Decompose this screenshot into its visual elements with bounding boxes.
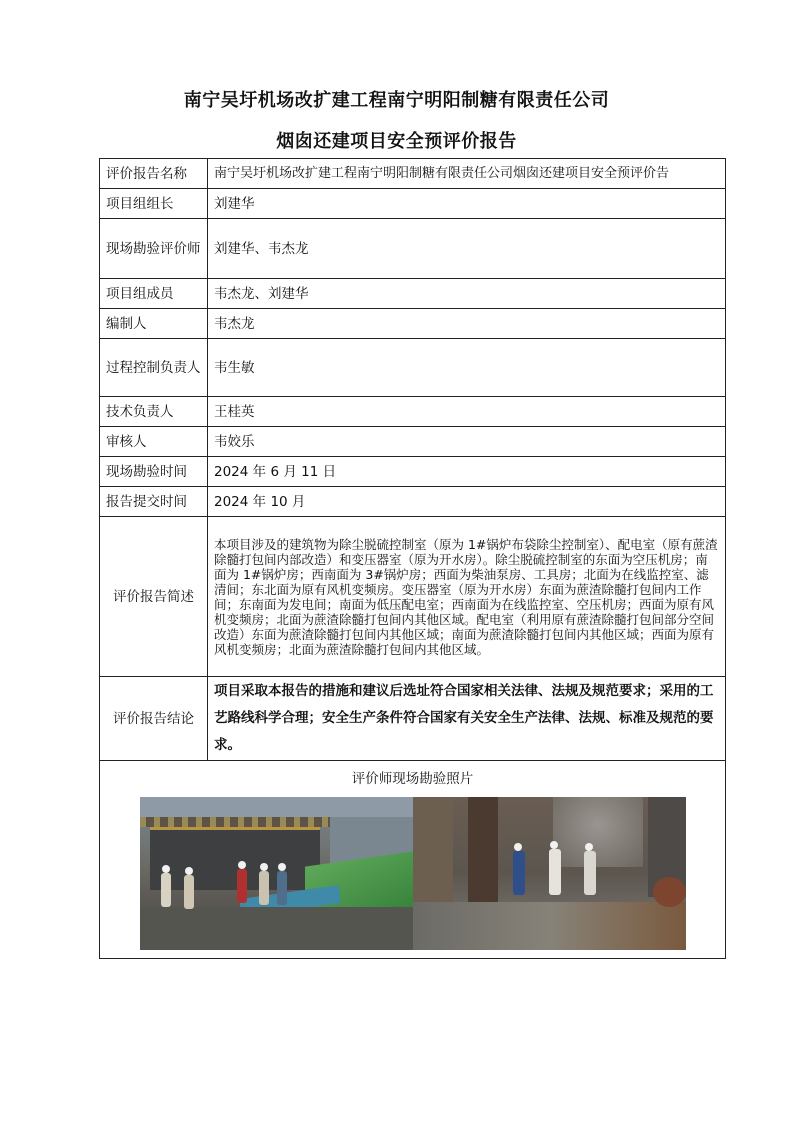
row-label: 技术负责人 <box>100 397 208 427</box>
document-title-line2: 烟囱还建项目安全预评价报告 <box>276 131 517 152</box>
row-label: 现场勘验评价师 <box>100 219 208 279</box>
site-photo-left <box>140 797 413 950</box>
table-row <box>100 457 726 487</box>
table-row <box>100 189 726 219</box>
table-row <box>100 159 726 189</box>
table-row <box>100 487 726 517</box>
conclusion-label: 评价报告结论 <box>100 677 208 761</box>
conclusion-text: 项目采取本报告的措施和建议后选址符合国家相关法律、法规及规范要求；采用的工艺路线科学合理；安全生产条件符合国家有关安全生产法律、法规、标准及规范的要求。 <box>208 677 726 761</box>
document-title-line1: 南宁吴圩机场改扩建工程南宁明阳制糖有限责任公司 <box>183 90 610 111</box>
row-label: 评价报告名称 <box>100 159 208 189</box>
row-value: 2024 年 10 月 <box>208 487 726 517</box>
summary-label: 评价报告简述 <box>100 517 208 677</box>
row-label: 现场勘验时间 <box>100 457 208 487</box>
row-value: 王桂英 <box>208 397 726 427</box>
summary-text: 本项目涉及的建筑物为除尘脱硫控制室（原为 1#锅炉布袋除尘控制室）、配电室（原有蔗渣除髓打包间内部改造）和变压器室（原为开水房）。除尘脱硫控制室的东面为空压机房；南面为 1#锅炉房；西南面为 3#锅炉房；西面为柴油泵房、工具房；北面为在线监控室、滤清间；东北面为原有风机变频房。变压器室（原为开水房）东面为蔗渣除髓打包间内工作间；东南面为发电间；南面为低压配电室；西南面为在线监控室、空压机房；西面为原有风机变频房；北面为蔗渣除髓打包间内其他区域。配电室（利用原有蔗渣除髓打包间部分空间改造）东面为蔗渣除髓打包间内其他区域；南面为蔗渣除髓打包间内其他区域；西面为原有风机变频房；北面为蔗渣除髓打包间内其他区域。 <box>208 517 726 677</box>
summary-row <box>100 517 726 677</box>
table-row <box>100 279 726 309</box>
row-label: 审核人 <box>100 427 208 457</box>
row-label: 过程控制负责人 <box>100 339 208 397</box>
row-value: 韦姣乐 <box>208 427 726 457</box>
photo-caption: 评价师现场勘验照片 <box>351 771 474 787</box>
table-row <box>100 219 726 279</box>
photo-row <box>100 761 726 959</box>
table-row <box>100 309 726 339</box>
photo-strip <box>100 797 725 950</box>
table-row <box>100 339 726 397</box>
row-label: 项目组成员 <box>100 279 208 309</box>
row-label: 项目组组长 <box>100 189 208 219</box>
conclusion-row <box>100 677 726 761</box>
row-value: 2024 年 6 月 11 日 <box>208 457 726 487</box>
row-value: 南宁吴圩机场改扩建工程南宁明阳制糖有限责任公司烟囱还建项目安全预评价告 <box>208 159 726 189</box>
photo-cell <box>100 761 726 959</box>
row-label: 编制人 <box>100 309 208 339</box>
row-value: 韦杰龙 <box>208 309 726 339</box>
table-row <box>100 397 726 427</box>
site-photo-right <box>413 797 686 950</box>
row-value: 刘建华、韦杰龙 <box>208 219 726 279</box>
row-value: 刘建华 <box>208 189 726 219</box>
table-row <box>100 427 726 457</box>
row-value: 韦杰龙、刘建华 <box>208 279 726 309</box>
row-value: 韦生敏 <box>208 339 726 397</box>
report-info-table <box>99 158 726 959</box>
row-label: 报告提交时间 <box>100 487 208 517</box>
